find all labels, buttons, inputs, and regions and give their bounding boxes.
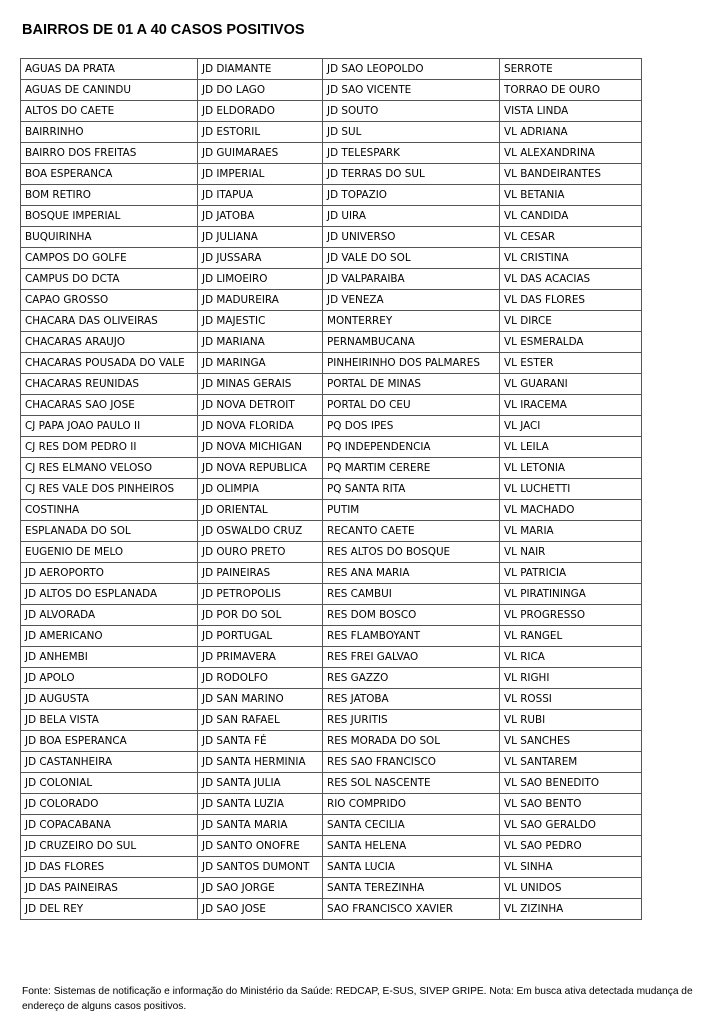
table-cell: JD ALVORADA	[21, 605, 198, 626]
table-cell: VL SAO PEDRO	[500, 836, 642, 857]
table-row	[21, 584, 642, 605]
table-cell: JD SUL	[323, 122, 500, 143]
table-cell: JD NOVA REPUBLICA	[198, 458, 323, 479]
table-cell: JD AUGUSTA	[21, 689, 198, 710]
table-cell: SAO FRANCISCO XAVIER	[323, 899, 500, 920]
table-cell: JD SANTA FÉ	[198, 731, 323, 752]
table-cell: JD CASTANHEIRA	[21, 752, 198, 773]
table-cell: JD VENEZA	[323, 290, 500, 311]
table-row	[21, 521, 642, 542]
table-cell: RECANTO CAETE	[323, 521, 500, 542]
table-cell: RES SAO FRANCISCO	[323, 752, 500, 773]
table-cell: JD DO LAGO	[198, 80, 323, 101]
table-cell: JD UIRA	[323, 206, 500, 227]
table-cell: PQ SANTA RITA	[323, 479, 500, 500]
table-cell: VL LEILA	[500, 437, 642, 458]
table-row	[21, 248, 642, 269]
table-cell: VL NAIR	[500, 542, 642, 563]
table-row	[21, 689, 642, 710]
table-cell: VL ZIZINHA	[500, 899, 642, 920]
table-cell: VL SINHA	[500, 857, 642, 878]
table-row	[21, 563, 642, 584]
table-cell: VL PIRATININGA	[500, 584, 642, 605]
table-row	[21, 437, 642, 458]
table-cell: CHACARA DAS OLIVEIRAS	[21, 311, 198, 332]
table-cell: VL LUCHETTI	[500, 479, 642, 500]
table-cell: BOM RETIRO	[21, 185, 198, 206]
table-cell: JD ITAPUA	[198, 185, 323, 206]
table-cell: RIO COMPRIDO	[323, 794, 500, 815]
table-cell: VL RANGEL	[500, 626, 642, 647]
table-row	[21, 773, 642, 794]
table-cell: JD APOLO	[21, 668, 198, 689]
table-cell: CJ RES ELMANO VELOSO	[21, 458, 198, 479]
table-cell: JD VALPARAIBA	[323, 269, 500, 290]
table-cell: VL LETONIA	[500, 458, 642, 479]
table-row	[21, 479, 642, 500]
neighborhood-table-body	[21, 59, 642, 920]
table-row	[21, 227, 642, 248]
table-cell: VL CESAR	[500, 227, 642, 248]
table-cell: BUQUIRINHA	[21, 227, 198, 248]
table-row	[21, 605, 642, 626]
table-cell: JD POR DO SOL	[198, 605, 323, 626]
table-cell: COSTINHA	[21, 500, 198, 521]
table-cell: BAIRRO DOS FREITAS	[21, 143, 198, 164]
table-cell: SANTA LUCIA	[323, 857, 500, 878]
table-cell: RES FREI GALVAO	[323, 647, 500, 668]
table-cell: JD JATOBA	[198, 206, 323, 227]
table-row	[21, 794, 642, 815]
table-cell: BAIRRINHO	[21, 122, 198, 143]
table-cell: PORTAL DO CEU	[323, 395, 500, 416]
table-cell: VISTA LINDA	[500, 101, 642, 122]
table-row	[21, 899, 642, 920]
table-cell: PUTIM	[323, 500, 500, 521]
table-cell: JD PAINEIRAS	[198, 563, 323, 584]
table-cell: JD SAO JOSE	[198, 899, 323, 920]
table-cell: JD MARINGA	[198, 353, 323, 374]
table-cell: JD SOUTO	[323, 101, 500, 122]
table-cell: JD COLONIAL	[21, 773, 198, 794]
table-row	[21, 626, 642, 647]
table-cell: VL SAO GERALDO	[500, 815, 642, 836]
table-row	[21, 836, 642, 857]
table-cell: AGUAS DA PRATA	[21, 59, 198, 80]
table-cell: RES MORADA DO SOL	[323, 731, 500, 752]
table-row	[21, 815, 642, 836]
table-cell: JD SANTA HERMINIA	[198, 752, 323, 773]
table-cell: VL MACHADO	[500, 500, 642, 521]
table-cell: JD RODOLFO	[198, 668, 323, 689]
table-row	[21, 59, 642, 80]
table-row	[21, 206, 642, 227]
table-cell: JD SAO JORGE	[198, 878, 323, 899]
table-cell: JD NOVA DETROIT	[198, 395, 323, 416]
table-cell: VL DAS FLORES	[500, 290, 642, 311]
table-cell: PQ INDEPENDENCIA	[323, 437, 500, 458]
table-cell: JD NOVA MICHIGAN	[198, 437, 323, 458]
table-cell: VL RIGHI	[500, 668, 642, 689]
page-title: BAIRROS DE 01 A 40 CASOS POSITIVOS	[22, 22, 305, 38]
table-cell: JD SANTA LUZIA	[198, 794, 323, 815]
table-cell: JD ALTOS DO ESPLANADA	[21, 584, 198, 605]
table-row	[21, 458, 642, 479]
table-cell: JD OURO PRETO	[198, 542, 323, 563]
table-cell: MONTERREY	[323, 311, 500, 332]
table-row	[21, 80, 642, 101]
table-row	[21, 878, 642, 899]
table-cell: VL ESMERALDA	[500, 332, 642, 353]
table-cell: CHACARAS SAO JOSE	[21, 395, 198, 416]
table-cell: JD COPACABANA	[21, 815, 198, 836]
table-cell: JD ANHEMBI	[21, 647, 198, 668]
table-cell: JD DAS FLORES	[21, 857, 198, 878]
table-cell: JD LIMOEIRO	[198, 269, 323, 290]
table-cell: JD ORIENTAL	[198, 500, 323, 521]
table-cell: RES SOL NASCENTE	[323, 773, 500, 794]
table-cell: RES JURITIS	[323, 710, 500, 731]
table-cell: JD PETROPOLIS	[198, 584, 323, 605]
table-cell: CJ RES DOM PEDRO II	[21, 437, 198, 458]
table-row	[21, 185, 642, 206]
table-cell: AGUAS DE CANINDU	[21, 80, 198, 101]
table-cell: VL CANDIDA	[500, 206, 642, 227]
table-cell: SANTA HELENA	[323, 836, 500, 857]
table-cell: JD TERRAS DO SUL	[323, 164, 500, 185]
table-cell: JD SAN MARINO	[198, 689, 323, 710]
table-row	[21, 416, 642, 437]
table-cell: VL UNIDOS	[500, 878, 642, 899]
table-cell: BOSQUE IMPERIAL	[21, 206, 198, 227]
table-row	[21, 311, 642, 332]
table-cell: JD MAJESTIC	[198, 311, 323, 332]
table-cell: JD MINAS GERAIS	[198, 374, 323, 395]
table-cell: JD TELESPARK	[323, 143, 500, 164]
table-row	[21, 269, 642, 290]
table-cell: SERROTE	[500, 59, 642, 80]
table-row	[21, 164, 642, 185]
table-cell: JD PRIMAVERA	[198, 647, 323, 668]
table-cell: JD BELA VISTA	[21, 710, 198, 731]
table-cell: ESPLANADA DO SOL	[21, 521, 198, 542]
table-cell: JD SANTO ONOFRE	[198, 836, 323, 857]
table-cell: JD UNIVERSO	[323, 227, 500, 248]
table-cell: JD SANTA JULIA	[198, 773, 323, 794]
source-footnote: Fonte: Sistemas de notificação e informação do Ministério da Saúde: REDCAP, E-SUS, SIVEP GRIPE. Nota: Em busca ativa detectada mudança de endereço de alguns casos positivos.	[22, 986, 693, 1012]
table-cell: SANTA TEREZINHA	[323, 878, 500, 899]
table-cell: CJ PAPA JOAO PAULO II	[21, 416, 198, 437]
table-cell: RES CAMBUI	[323, 584, 500, 605]
table-cell: CJ RES VALE DOS PINHEIROS	[21, 479, 198, 500]
table-cell: VL ALEXANDRINA	[500, 143, 642, 164]
table-cell: VL JACI	[500, 416, 642, 437]
table-cell: JD NOVA FLORIDA	[198, 416, 323, 437]
table-cell: JD AMERICANO	[21, 626, 198, 647]
table-cell: VL SANCHES	[500, 731, 642, 752]
table-cell: VL SAO BENEDITO	[500, 773, 642, 794]
table-cell: VL SAO BENTO	[500, 794, 642, 815]
table-cell: PQ DOS IPES	[323, 416, 500, 437]
neighborhood-table	[20, 58, 642, 920]
table-cell: VL ROSSI	[500, 689, 642, 710]
table-cell: RES GAZZO	[323, 668, 500, 689]
table-row	[21, 374, 642, 395]
table-cell: JD SANTA MARIA	[198, 815, 323, 836]
table-cell: CHACARAS ARAUJO	[21, 332, 198, 353]
table-cell: JD ELDORADO	[198, 101, 323, 122]
table-row	[21, 395, 642, 416]
table-cell: JD COLORADO	[21, 794, 198, 815]
table-row	[21, 668, 642, 689]
table-cell: JD VALE DO SOL	[323, 248, 500, 269]
table-cell: VL ADRIANA	[500, 122, 642, 143]
table-row	[21, 332, 642, 353]
table-cell: JD ESTORIL	[198, 122, 323, 143]
table-cell: VL RUBI	[500, 710, 642, 731]
table-cell: VL BANDEIRANTES	[500, 164, 642, 185]
table-cell: PINHEIRINHO DOS PALMARES	[323, 353, 500, 374]
table-cell: EUGENIO DE MELO	[21, 542, 198, 563]
table-cell: CHACARAS POUSADA DO VALE	[21, 353, 198, 374]
table-cell: TORRAO DE OURO	[500, 80, 642, 101]
table-cell: RES JATOBA	[323, 689, 500, 710]
table-cell: CHACARAS REUNIDAS	[21, 374, 198, 395]
table-row	[21, 857, 642, 878]
table-cell: VL IRACEMA	[500, 395, 642, 416]
table-cell: PQ MARTIM CERERE	[323, 458, 500, 479]
table-row	[21, 731, 642, 752]
table-cell: JD JUSSARA	[198, 248, 323, 269]
table-cell: VL BETANIA	[500, 185, 642, 206]
table-cell: JD MADUREIRA	[198, 290, 323, 311]
table-cell: JD CRUZEIRO DO SUL	[21, 836, 198, 857]
table-cell: RES ANA MARIA	[323, 563, 500, 584]
table-cell: ALTOS DO CAETE	[21, 101, 198, 122]
table-row	[21, 542, 642, 563]
table-cell: VL PATRICIA	[500, 563, 642, 584]
table-cell: JD DIAMANTE	[198, 59, 323, 80]
table-cell: VL DIRCE	[500, 311, 642, 332]
table-cell: BOA ESPERANCA	[21, 164, 198, 185]
table-row	[21, 500, 642, 521]
table-cell: VL ESTER	[500, 353, 642, 374]
table-cell: JD SAN RAFAEL	[198, 710, 323, 731]
table-cell: RES ALTOS DO BOSQUE	[323, 542, 500, 563]
table-cell: PORTAL DE MINAS	[323, 374, 500, 395]
table-cell: CAPAO GROSSO	[21, 290, 198, 311]
table-cell: JD JULIANA	[198, 227, 323, 248]
table-cell: JD OLIMPIA	[198, 479, 323, 500]
table-cell: RES DOM BOSCO	[323, 605, 500, 626]
table-cell: JD OSWALDO CRUZ	[198, 521, 323, 542]
table-cell: JD MARIANA	[198, 332, 323, 353]
table-cell: JD DAS PAINEIRAS	[21, 878, 198, 899]
table-cell: VL GUARANI	[500, 374, 642, 395]
table-cell: JD TOPAZIO	[323, 185, 500, 206]
table-cell: JD IMPERIAL	[198, 164, 323, 185]
table-cell: VL RICA	[500, 647, 642, 668]
table-row	[21, 101, 642, 122]
table-row	[21, 143, 642, 164]
table-row	[21, 122, 642, 143]
table-cell: JD AEROPORTO	[21, 563, 198, 584]
table-cell: VL PROGRESSO	[500, 605, 642, 626]
table-row	[21, 647, 642, 668]
table-cell: JD SAO LEOPOLDO	[323, 59, 500, 80]
table-cell: VL CRISTINA	[500, 248, 642, 269]
table-cell: VL SANTAREM	[500, 752, 642, 773]
table-row	[21, 290, 642, 311]
table-cell: VL DAS ACACIAS	[500, 269, 642, 290]
table-cell: RES FLAMBOYANT	[323, 626, 500, 647]
table-cell: CAMPOS DO GOLFE	[21, 248, 198, 269]
table-row	[21, 353, 642, 374]
table-cell: PERNAMBUCANA	[323, 332, 500, 353]
table-cell: JD GUIMARAES	[198, 143, 323, 164]
table-row	[21, 752, 642, 773]
table-cell: JD SAO VICENTE	[323, 80, 500, 101]
table-cell: VL MARIA	[500, 521, 642, 542]
table-cell: JD DEL REY	[21, 899, 198, 920]
table-row	[21, 710, 642, 731]
table-cell: SANTA CECILIA	[323, 815, 500, 836]
table-cell: JD SANTOS DUMONT	[198, 857, 323, 878]
table-cell: JD BOA ESPERANCA	[21, 731, 198, 752]
table-cell: JD PORTUGAL	[198, 626, 323, 647]
table-cell: CAMPUS DO DCTA	[21, 269, 198, 290]
